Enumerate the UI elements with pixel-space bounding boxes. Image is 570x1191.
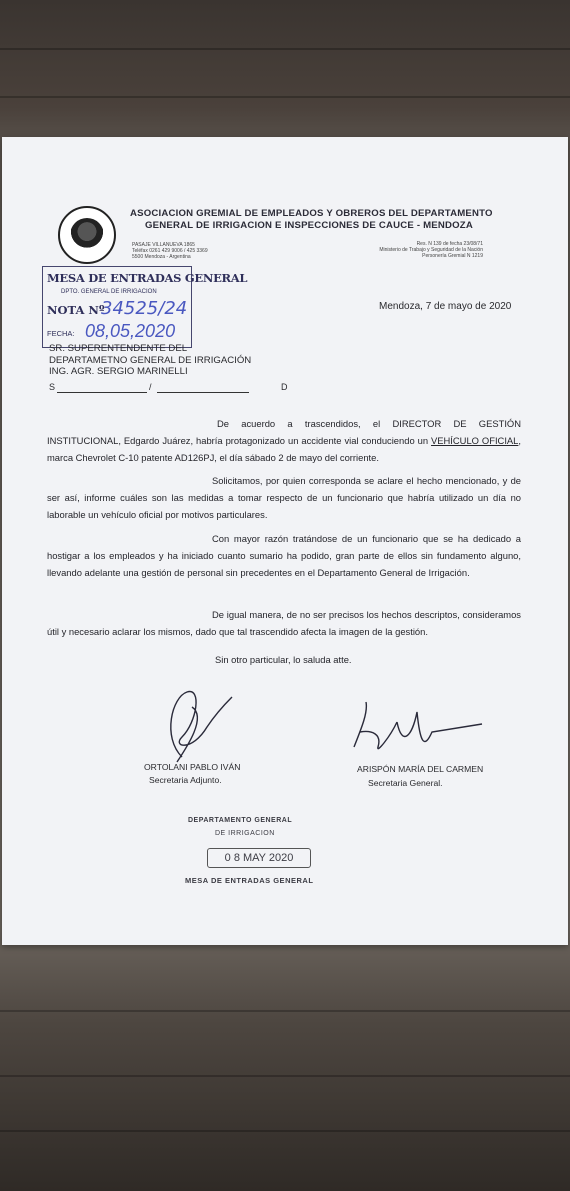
entry-stamp-fecha-label: FECHA: — [47, 329, 75, 338]
entry-stamp-nota-label: NOTA Nº — [47, 303, 105, 317]
letterhead-resolution: Res. N 139 de fecha 23/08/71 Ministerio de Trabajo y Seguridad de la Nación Personería Gremial N 1219 — [379, 241, 483, 259]
signatory-2-role: Secretaria General. — [368, 778, 443, 788]
entry-stamp-subtitle: DPTO. GENERAL DE IRRIGACION — [61, 289, 157, 295]
letterhead-line-2: GENERAL DE IRRIGACION E INSPECCIONES DE CAUCE - MENDOZA — [145, 220, 473, 231]
union-logo-icon — [58, 206, 116, 264]
paragraph-1: De acuerdo a trascendidos, el DIRECTOR DE GESTIÓN INSTITUCIONAL, Edgardo Juárez, habría protagonizado un accidente vial conduciendo un VEHÍCULO OFICIAL, marca Chevrolet C-10 patente AD126PJ, el día sábado 2 de mayo del corriente. — [47, 418, 521, 463]
table-grain — [0, 96, 570, 98]
table-grain — [0, 48, 570, 50]
signatory-1-role: Secretaria Adjunto. — [149, 775, 222, 785]
addressee-block: SR. SUPERENTENDENTE DEL DEPARTAMETNO GENERAL DE IRRIGACIÓN ING. AGR. SERGIO MARINELLI — [49, 343, 252, 377]
table-grain — [0, 1010, 570, 1012]
letterhead-address: PASAJE VILLANUEVA 1865 Teléfax 0261 429 9006 / 425 3369 5500 Mendoza - Argentina — [132, 242, 208, 260]
received-stamp-line-1: DEPARTAMENTO GENERAL — [188, 817, 293, 824]
signatory-1-name: ORTOLANI PABLO IVÁN — [144, 762, 241, 772]
salutation-underline — [57, 392, 147, 393]
paragraph-2: Solicitamos, por quien corresponda se aclare el hecho mencionado, y de ser así, informe cuáles son las medidas a tomar respecto de un funcionario que habría utilizado un día no laborable un vehículo oficial por motivos particulares. — [47, 475, 521, 520]
signature-arispon — [342, 692, 492, 762]
salutation-underline — [157, 392, 249, 393]
closing-line: Sin otro particular, lo saluda atte. — [215, 654, 352, 665]
entry-stamp — [42, 266, 248, 348]
paragraph-3: Con mayor razón tratándose de un funcionario que se ha dedicado a hostigar a los empleados y ha iniciado cuanto sumario ha podido, gran parte de ellos sin fundamento alguno, llevando adelante una gestión de personal sin precedentes en el Departamento General de Irrigación. — [47, 533, 521, 578]
paragraph-4: De igual manera, de no ser precisos los hechos descriptos, consideramos útil y necesario aclarar los mismos, dado que tal trascendido afecta la imagen de la gestión. — [47, 609, 521, 637]
signatory-2-name: ARISPÓN MARÍA DEL CARMEN — [357, 764, 484, 774]
letter-sheet: ASOCIACION GREMIAL DE EMPLEADOS Y OBREROS DEL DEPARTAMENTO GENERAL DE IRRIGACION E INSPECCIONES DE CAUCE - MENDOZA PASAJE VILLANUEVA 1865 Teléfax 0261 429 9006 / 425 3369 5500 Mendoza - Argentina Res. N 139 de fecha 23/08/71 Ministerio de Trabajo y Seguridad de la Nación Personería Gremial N 1219 MESA DE ENTRADAS GENERAL DPTO. GENERAL DE IRRIGACION NOTA Nº 34525/24 FECHA: 08,05,2020 Mendoza, 7 de mayo de 2020 SR. SUPERENTENDENTE DEL DEPARTAMETNO GENERAL DE IRRIGACIÓN ING. AGR. SERGIO MARINELLI S / D De acuerdo a trascendidos, el DIRECTOR DE GESTIÓN INSTITUCIONAL, Edgardo Juárez, habría protagonizado un accidente vial conduciendo un VEHÍCULO OFICIAL, marca Chevrolet C-10 patente AD126PJ, el día sábado 2 de mayo del corriente. Solicitamos, por quien corresponda se aclare el hecho mencionado, y de ser así, informe cuáles son las medidas a tomar respecto de un funcionario que habría utilizado un día no laborable un vehículo oficial por motivos particulares. Con mayor razón tratándose de un funcionario que se ha dedicado a hostigar a los empleados y ha iniciado cuanto sumario ha podido, gran parte de ellos sin fundamento alguno, llevando adelante una gestión de personal sin precedentes en el Departamento General de Irrigación. De igual manera, de no ser precisos los hechos descriptos, consideramos útil y necesario aclarar los mismos, dado que tal trascendido afecta la imagen de la gestión. Sin otro particular, lo saluda atte. ORTOLANI PABLO IVÁN Secretaria Adjunto. ARISPÓN MARÍA DEL CARMEN Secretaria General. DEPARTAMENTO GENERAL DE IRRIGACION 0 8 MAY 2020 MESA DE ENTRADAS GENERAL — [2, 137, 568, 945]
signature-ortolani — [152, 677, 242, 767]
letter-date: Mendoza, 7 de mayo de 2020 — [379, 301, 512, 312]
entry-stamp-fecha-value: 08,05,2020 — [85, 321, 176, 341]
received-stamp-line-3: MESA DE ENTRADAS GENERAL — [185, 876, 314, 885]
letterhead-line-1: ASOCIACION GREMIAL DE EMPLEADOS Y OBREROS DEL DEPARTAMENTO — [130, 208, 493, 219]
table-grain — [0, 1130, 570, 1132]
entry-stamp-title: MESA DE ENTRADAS GENERAL — [47, 271, 248, 285]
received-stamp — [180, 813, 342, 893]
entry-stamp-nota-value: 34525/24 — [101, 298, 188, 319]
received-stamp-date: 0 8 MAY 2020 — [207, 848, 311, 868]
table-grain — [0, 1075, 570, 1077]
received-stamp-line-2: DE IRRIGACION — [215, 830, 275, 837]
